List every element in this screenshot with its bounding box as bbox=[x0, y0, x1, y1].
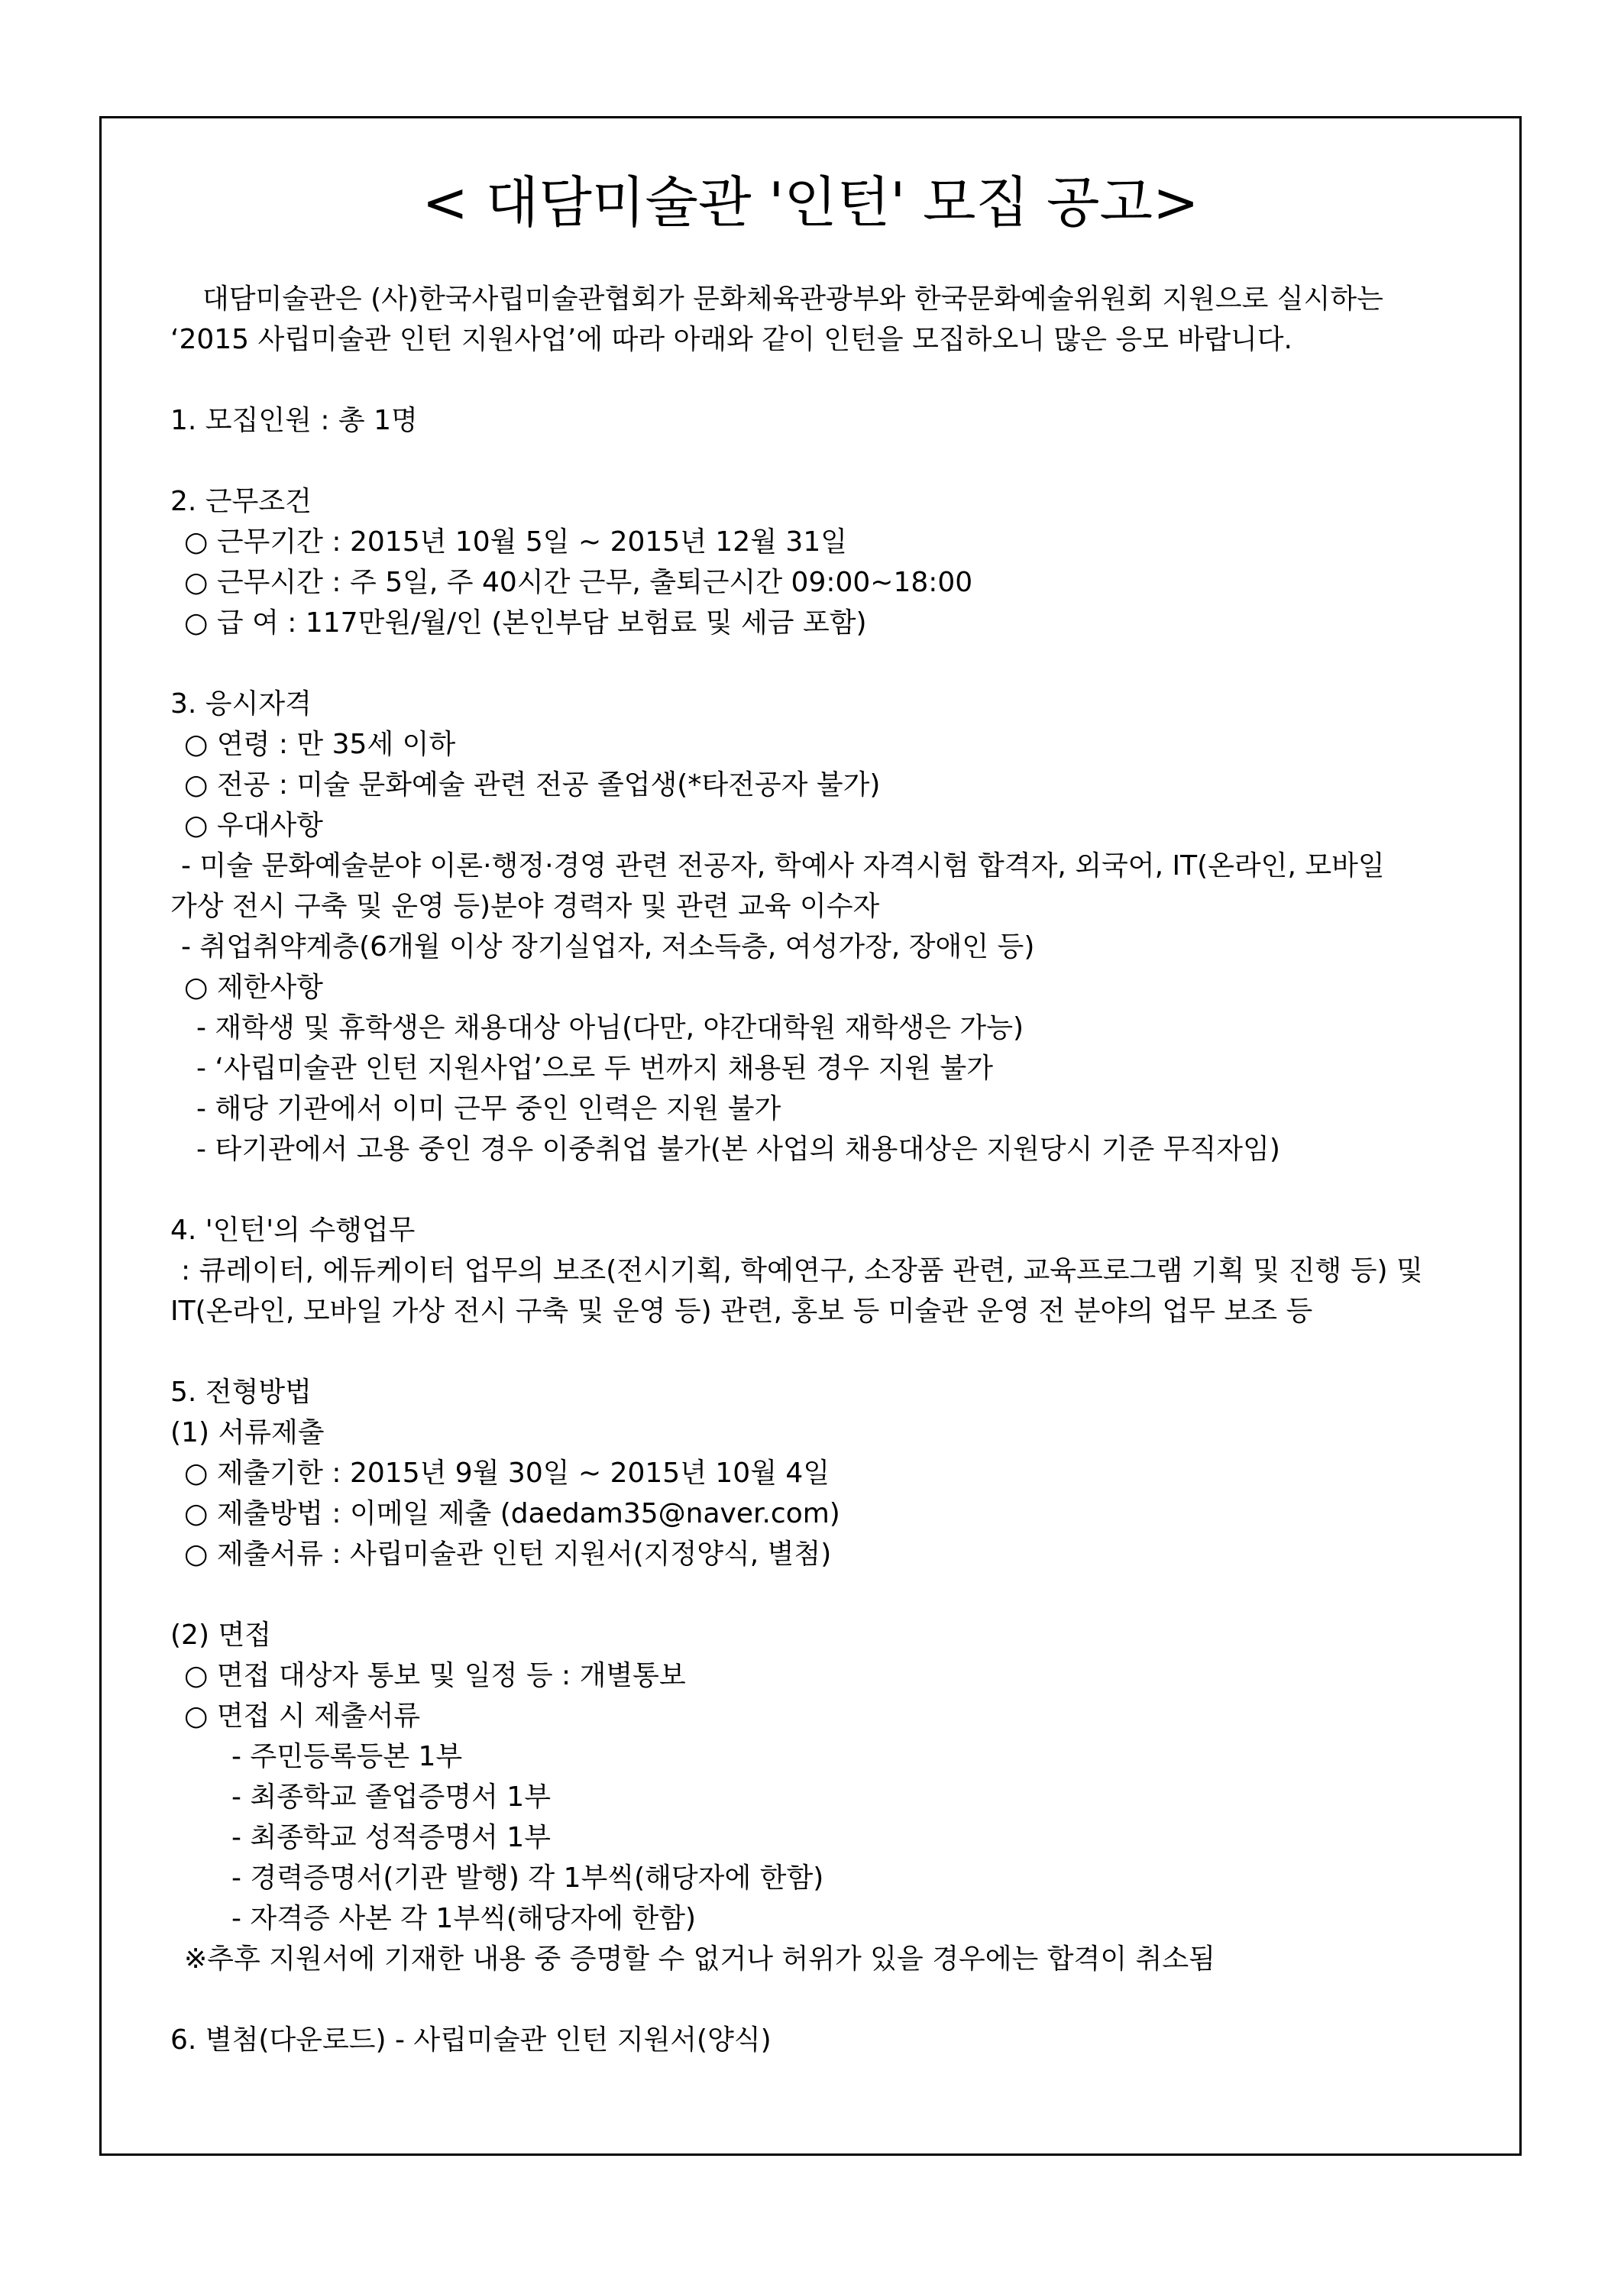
work-hours: ○ 근무시간 : 주 5일, 주 40시간 근무, 출퇴근시간 09:00~18:00 bbox=[184, 567, 973, 598]
interview-notice: ○ 면접 대상자 통보 및 일정 등 : 개별통보 bbox=[184, 1660, 686, 1691]
spacer bbox=[170, 1574, 1489, 1615]
intro-line-2: ‘2015 사립미술관 인턴 지원사업’에 따라 아래와 같이 인턴을 모집하오니 많은 응모 바랍니다. bbox=[170, 324, 1292, 355]
duties-line-1: : 큐레이터, 에듀케이터 업무의 보조(전시기획, 학예연구, 소장품 관련, 교육프로그램 기획 및 진행 등) 및 bbox=[181, 1255, 1423, 1286]
section-2-heading: 2. 근무조건 bbox=[170, 486, 312, 517]
preference-label: ○ 우대사항 bbox=[184, 810, 323, 841]
document-submission-label: (1) 서류제출 bbox=[170, 1417, 325, 1448]
interview-doc-1: - 주민등록등본 1부 bbox=[231, 1741, 463, 1772]
major-requirement: ○ 전공 : 미술 문화예술 관련 전공 졸업생(*타전공자 불가) bbox=[184, 769, 881, 801]
spacer bbox=[170, 441, 1489, 481]
restriction-item-3: - 해당 기관에서 이미 근무 중인 인력은 지원 불가 bbox=[196, 1093, 781, 1124]
interview-doc-5: - 자격증 사본 각 1부씩(해당자에 한함) bbox=[231, 1903, 697, 1934]
notice-title: < 대담미술관 '인턴' 모집 공고> bbox=[422, 170, 1199, 235]
restriction-label: ○ 제한사항 bbox=[184, 972, 323, 1003]
restriction-item-4: - 타기관에서 고용 중인 경우 이중취업 불가(본 사업의 채용대상은 지원당시 기준 무직자임) bbox=[196, 1134, 1280, 1165]
intro-line-1: 대담미술관은 (사)한국사립미술관협회가 문화체육관광부와 한국문화예술위원회 지원으로 실시하는 bbox=[202, 283, 1383, 315]
spacer bbox=[170, 1170, 1489, 1210]
section-3-heading: 3. 응시자격 bbox=[170, 688, 312, 720]
section-6-attachment: 6. 별첨(다운로드) - 사립미술관 인턴 지원서(양식) bbox=[170, 2024, 772, 2056]
section-1-heading: 1. 모집인원 : 총 1명 bbox=[170, 405, 418, 436]
preference-item-1b: 가상 전시 구축 및 운영 등)분야 경력자 및 관련 교육 이수자 bbox=[170, 891, 880, 922]
spacer bbox=[170, 1332, 1489, 1372]
submission-documents: ○ 제출서류 : 사립미술관 인턴 지원서(지정양식, 별첨) bbox=[184, 1539, 832, 1570]
cancellation-note: ※추후 지원서에 기재한 내용 중 증명할 수 없거나 허위가 있을 경우에는 합격이 취소됨 bbox=[184, 1943, 1215, 1975]
submission-method: ○ 제출방법 : 이메일 제출 (daedam35@naver.com) bbox=[184, 1498, 840, 1529]
submission-deadline: ○ 제출기한 : 2015년 9월 30일 ~ 2015년 10월 4일 bbox=[184, 1458, 830, 1489]
restriction-item-2: - ‘사립미술관 인턴 지원사업’으로 두 번까지 채용된 경우 지원 불가 bbox=[196, 1053, 994, 1084]
spacer bbox=[170, 360, 1489, 400]
duties-line-2: IT(온라인, 모바일 가상 전시 구축 및 운영 등) 관련, 홍보 등 미술관 운영 전 분야의 업무 보조 등 bbox=[170, 1296, 1313, 1327]
restriction-item-1: - 재학생 및 휴학생은 채용대상 아님(다만, 야간대학원 재학생은 가능) bbox=[196, 1012, 1024, 1044]
spacer bbox=[170, 643, 1489, 684]
interview-label: (2) 면접 bbox=[170, 1620, 271, 1651]
interview-doc-4: - 경력증명서(기관 발행) 각 1부씩(해당자에 한함) bbox=[231, 1862, 824, 1894]
preference-item-2: - 취업취약계층(6개월 이상 장기실업자, 저소득층, 여성가장, 장애인 등) bbox=[181, 931, 1035, 963]
spacer bbox=[170, 1979, 1489, 2020]
notice-frame bbox=[99, 116, 1522, 2156]
work-period: ○ 근무기간 : 2015년 10월 5일 ~ 2015년 12월 31일 bbox=[184, 526, 848, 558]
interview-doc-3: - 최종학교 성적증명서 1부 bbox=[231, 1822, 551, 1853]
interview-documents-label: ○ 면접 시 제출서류 bbox=[184, 1700, 421, 1732]
preference-item-1a: - 미술 문화예술분야 이론·행정·경영 관련 전공자, 학예사 자격시험 합격자, 외국어, IT(온라인, 모바일 bbox=[181, 850, 1385, 882]
interview-doc-2: - 최종학교 졸업증명서 1부 bbox=[231, 1781, 551, 1813]
section-5-heading: 5. 전형방법 bbox=[170, 1377, 312, 1408]
salary: ○ 급 여 : 117만원/월/인 (본인부담 보험료 및 세금 포함) bbox=[184, 607, 867, 639]
age-requirement: ○ 연령 : 만 35세 이하 bbox=[184, 729, 456, 760]
notice-body bbox=[170, 279, 1489, 2060]
section-4-heading: 4. '인턴'의 수행업무 bbox=[170, 1215, 416, 1246]
